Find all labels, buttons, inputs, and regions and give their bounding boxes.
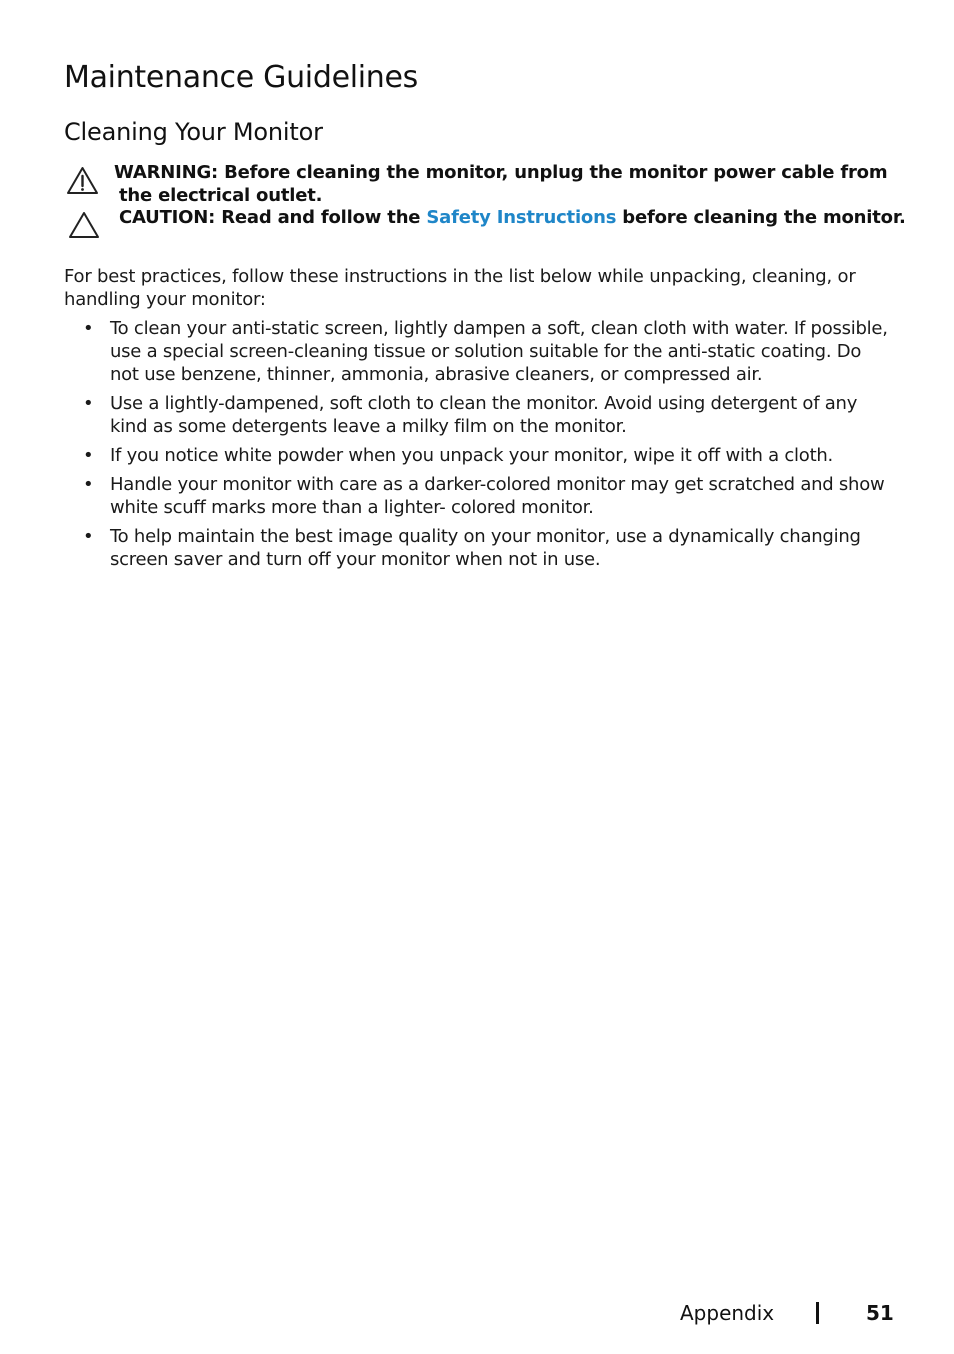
cleaning-tips-list <box>64 317 894 577</box>
page-number: 51 <box>866 1301 894 1325</box>
warning-line-1: WARNING: Before cleaning the monitor, unplug the monitor power cable from <box>114 162 888 183</box>
caution-icon <box>68 211 100 239</box>
safety-instructions-link[interactable]: Safety Instructions <box>426 207 617 228</box>
intro-paragraph: For best practices, follow these instructions in the list below while unpacking, cleaning, or handling your monitor: <box>64 266 856 310</box>
list-item-text: To help maintain the best image quality on your monitor, use a dynamically changing screen saver and turn off your monitor when not in use. <box>110 526 861 570</box>
warning-icon <box>66 166 99 195</box>
list-item <box>64 525 894 571</box>
list-item <box>64 444 894 467</box>
list-item <box>64 317 894 386</box>
list-item <box>64 392 894 438</box>
caution-notice <box>119 206 906 229</box>
warning-notice <box>114 161 914 207</box>
bullet-icon: • <box>83 318 94 339</box>
list-item <box>64 473 894 519</box>
caution-text-after: before cleaning the monitor. <box>616 207 906 228</box>
bullet-icon: • <box>83 474 94 495</box>
list-item-text: Handle your monitor with care as a darker-colored monitor may get scratched and show white scuff marks more than a lighter- colored monitor. <box>110 474 885 518</box>
list-item-text: To clean your anti-static screen, lightly dampen a soft, clean cloth with water. If possible, use a special screen-cleaning tissue or solution suitable for the anti-static coating. Do not use benzene, thinner, ammonia, abrasive cleaners, or compressed air. <box>110 318 888 385</box>
caution-text-before: CAUTION: Read and follow the <box>119 207 427 228</box>
bullet-icon: • <box>83 393 94 414</box>
bullet-icon: • <box>83 445 94 466</box>
page-title: Maintenance Guidelines <box>64 60 419 95</box>
section-title: Cleaning Your Monitor <box>64 118 323 146</box>
list-item-text: Use a lightly-dampened, soft cloth to clean the monitor. Avoid using detergent of any kind as some detergents leave a milky film on the monitor. <box>110 393 858 437</box>
footer-divider <box>816 1302 819 1324</box>
warning-line-2: the electrical outlet. <box>119 185 323 206</box>
footer-section-name: Appendix <box>680 1301 775 1325</box>
list-item-text: If you notice white powder when you unpack your monitor, wipe it off with a cloth. <box>110 445 834 466</box>
bullet-icon: • <box>83 526 94 547</box>
